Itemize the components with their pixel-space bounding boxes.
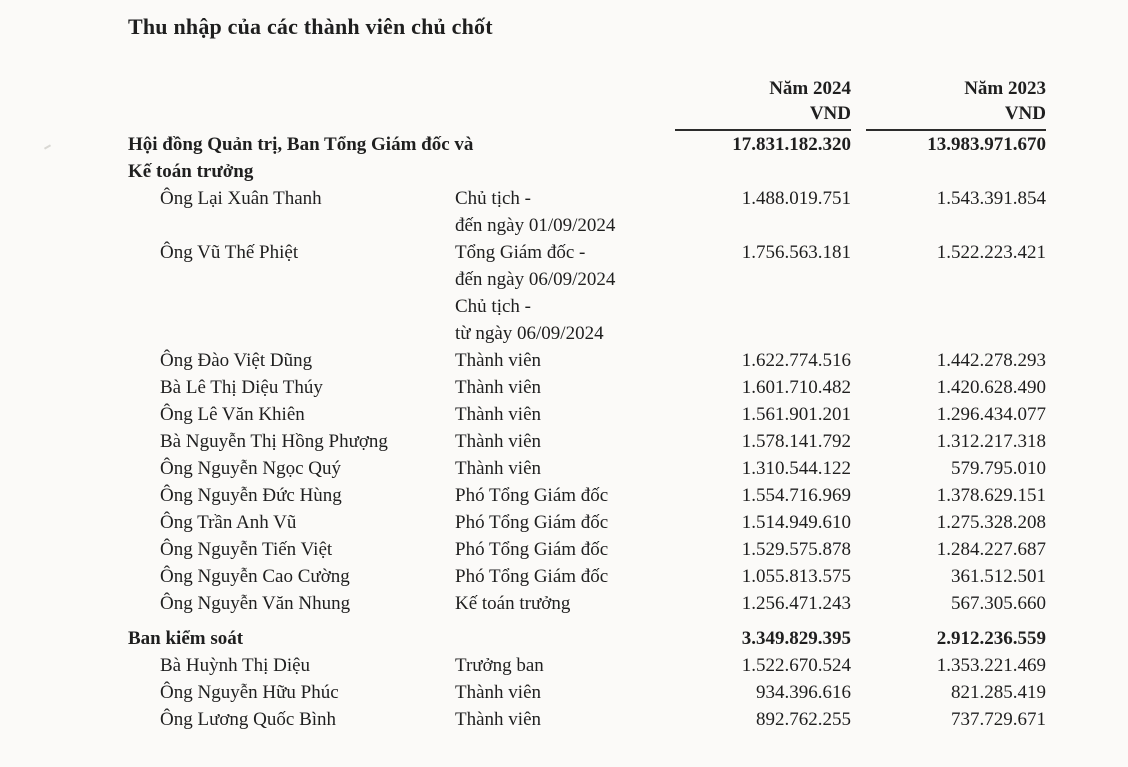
name-line: Bà Nguyễn Thị Hồng Phượng [160,431,388,452]
table-body [128,131,1046,733]
member-row [128,239,1046,347]
value-2024: 17.831.182.320 [732,134,851,155]
value-2023: 361.512.501 [951,566,1046,587]
role-line: Phó Tổng Giám đốc [455,512,609,533]
role-line: Chủ tịch - [455,296,531,317]
value-2023: 1.353.221.469 [936,655,1046,676]
name-line: Ban kiểm soát [128,628,244,649]
member-role [455,509,675,536]
name-line: Ông Nguyễn Đức Hùng [160,485,342,506]
name-line: Ông Trần Anh Vũ [160,512,297,533]
role-line: Thành viên [455,377,542,398]
section-row [128,131,1046,185]
name-line: Ông Nguyễn Hữu Phúc [160,682,339,703]
page-title: Thu nhập của các thành viên chủ chốt [128,14,493,39]
role-line: Thành viên [455,431,542,452]
member-role [455,185,675,239]
unit-label-2024: VND [809,103,851,124]
name-line: Kế toán trưởng [128,161,254,182]
member-row [128,679,1046,706]
role-line: Trưởng ban [455,655,544,676]
member-name [128,347,455,374]
role-line: Tổng Giám đốc - [455,242,586,263]
name-line: Ông Lương Quốc Bình [160,709,337,730]
member-row [128,652,1046,679]
member-row [128,401,1046,428]
member-row [128,536,1046,563]
value-2024: 1.310.544.122 [741,458,851,479]
value-2024: 1.601.710.482 [741,377,851,398]
member-name [128,706,455,733]
name-line: Bà Huỳnh Thị Diệu [160,655,311,676]
member-role [455,374,675,401]
value-2023: 13.983.971.670 [927,134,1046,155]
value-2023: 1.275.328.208 [936,512,1046,533]
section-row [128,625,1046,652]
member-role [455,652,675,679]
role-line: Chủ tịch - [455,188,531,209]
name-line: Ông Nguyễn Văn Nhung [160,593,351,614]
name-line: Ông Nguyễn Ngọc Quý [160,458,342,479]
member-name [128,536,455,563]
value-2023: 737.729.671 [951,709,1046,730]
value-2023: 1.522.223.421 [936,242,1046,263]
member-row [128,590,1046,617]
value-2024: 934.396.616 [756,682,851,703]
member-role [455,679,675,706]
value-2023: 1.284.227.687 [936,539,1046,560]
member-name [128,401,455,428]
member-name [128,374,455,401]
value-2024: 1.756.563.181 [741,242,851,263]
member-role [455,347,675,374]
member-name [128,679,455,706]
section-name [128,131,474,185]
value-2024: 1.578.141.792 [741,431,851,452]
member-role [455,536,675,563]
role-line: đến ngày 06/09/2024 [455,269,616,290]
member-row [128,455,1046,482]
member-row [128,374,1046,401]
column-header-2024: Năm 2024 [769,78,851,99]
value-2024: 1.561.901.201 [741,404,851,425]
value-2024: 1.488.019.751 [741,188,851,209]
value-2024: 1.554.716.969 [741,485,851,506]
role-line: Kế toán trưởng [455,593,571,614]
name-line: Ông Lê Văn Khiên [160,404,305,425]
member-role [455,590,675,617]
value-2024: 892.762.255 [756,709,851,730]
value-2024: 1.256.471.243 [741,593,851,614]
role-line: Thành viên [455,350,542,371]
scan-artifact [44,144,51,149]
value-2023: 821.285.419 [951,682,1046,703]
member-row [128,563,1046,590]
role-line: Phó Tổng Giám đốc [455,539,609,560]
member-role [455,428,675,455]
name-line: Bà Lê Thị Diệu Thúy [160,377,323,398]
member-name [128,563,455,590]
member-role [455,455,675,482]
table-header-years [128,76,1046,102]
value-2023: 567.305.660 [951,593,1046,614]
table-header-units [128,102,1046,131]
name-line: Ông Lại Xuân Thanh [160,188,322,209]
role-line: Thành viên [455,709,542,730]
member-name [128,509,455,536]
value-2023: 1.296.434.077 [936,404,1046,425]
unit-label-2023: VND [1004,103,1046,124]
member-name [128,482,455,509]
income-table [128,76,1046,733]
member-row [128,347,1046,374]
name-line: Ông Nguyễn Cao Cường [160,566,350,587]
value-2023: 2.912.236.559 [936,628,1046,649]
value-2023: 579.795.010 [951,458,1046,479]
column-header-2023: Năm 2023 [964,78,1046,99]
name-line: Hội đồng Quản trị, Ban Tổng Giám đốc và [128,134,474,155]
role-line: Thành viên [455,682,542,703]
value-2023: 1.442.278.293 [936,350,1046,371]
member-row [128,482,1046,509]
value-2023: 1.420.628.490 [936,377,1046,398]
value-2024: 3.349.829.395 [741,628,851,649]
role-line: Phó Tổng Giám đốc [455,485,609,506]
member-row [128,706,1046,733]
member-name [128,455,455,482]
member-row [128,428,1046,455]
role-line: Thành viên [455,458,542,479]
value-2024: 1.514.949.610 [741,512,851,533]
section-name [128,625,455,652]
member-role [455,239,675,347]
value-2024: 1.622.774.516 [741,350,851,371]
member-name [128,239,455,266]
member-role [455,706,675,733]
name-line: Ông Đào Việt Dũng [160,350,313,371]
value-2023: 1.543.391.854 [936,188,1046,209]
role-line: Phó Tổng Giám đốc [455,566,609,587]
value-2024: 1.522.670.524 [741,655,851,676]
role-line: đến ngày 01/09/2024 [455,215,616,236]
member-name [128,590,455,617]
member-role [455,563,675,590]
value-2024: 1.055.813.575 [741,566,851,587]
role-line: từ ngày 06/09/2024 [455,323,604,344]
member-name [128,185,455,212]
member-row [128,509,1046,536]
member-role [455,482,675,509]
member-name [128,652,455,679]
value-2024: 1.529.575.878 [741,539,851,560]
name-line: Ông Vũ Thế Phiệt [160,242,299,263]
member-role [455,401,675,428]
member-name [128,428,455,455]
name-line: Ông Nguyễn Tiến Việt [160,539,333,560]
member-row [128,185,1046,239]
value-2023: 1.378.629.151 [936,485,1046,506]
role-line: Thành viên [455,404,542,425]
value-2023: 1.312.217.318 [936,431,1046,452]
